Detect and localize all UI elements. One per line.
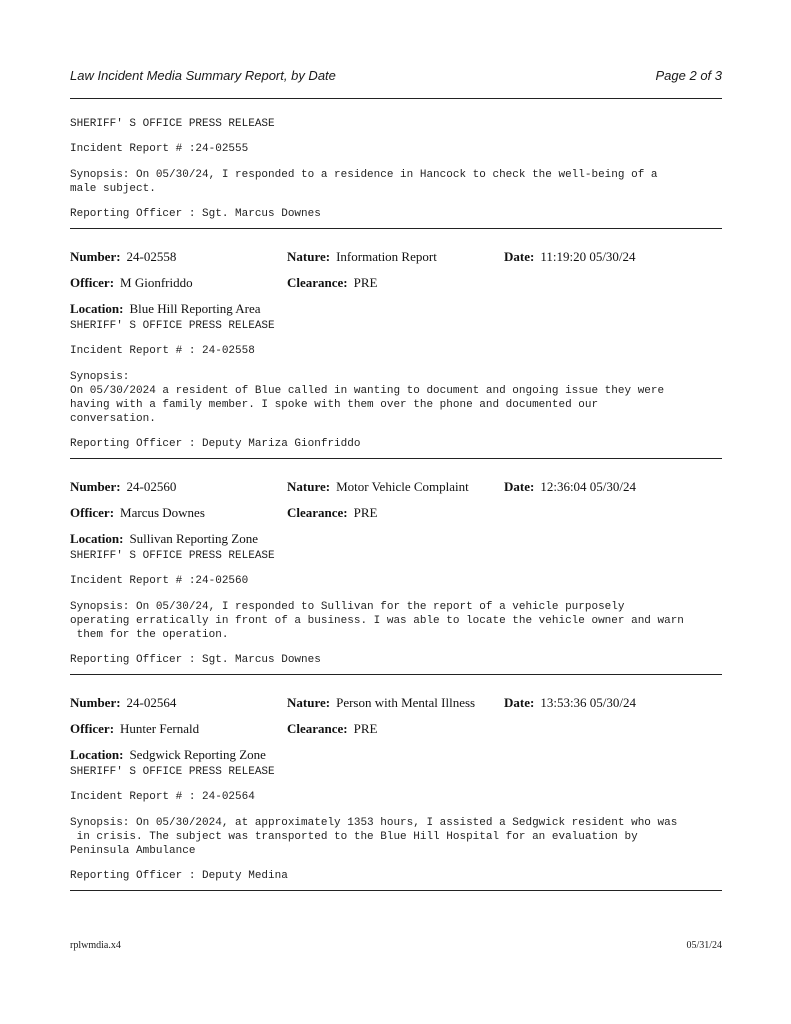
incident-number xyxy=(70,249,176,265)
date-value: 11:19:20 05/30/24 xyxy=(540,249,636,264)
report-title: Law Incident Media Summary Report, by Date xyxy=(70,68,336,83)
date-label: Date: xyxy=(504,479,535,494)
officer-value: Hunter Fernald xyxy=(120,721,200,736)
incident-clearance xyxy=(287,505,377,521)
incident-report-number: Incident Report # :24-02555 xyxy=(70,143,249,155)
press-release-heading: SHERIFF' S OFFICE PRESS RELEASE xyxy=(70,118,275,130)
officer-label: Officer: xyxy=(70,721,115,736)
incident-date xyxy=(504,249,636,265)
press-release-heading: SHERIFF' S OFFICE PRESS RELEASE xyxy=(70,320,275,332)
nature-label: Nature: xyxy=(287,479,331,494)
section-divider xyxy=(70,228,722,229)
clearance-label: Clearance: xyxy=(287,721,348,736)
synopsis-text: Synopsis: On 05/30/24, I responded to a residence in Hancock to check the well-being of a male subject. xyxy=(70,169,658,195)
incident-number xyxy=(70,479,176,495)
clearance-label: Clearance: xyxy=(287,505,348,520)
incident-date xyxy=(504,695,636,711)
incident-clearance xyxy=(287,275,377,291)
number-value: 24-02560 xyxy=(126,479,177,494)
press-release-heading: SHERIFF' S OFFICE PRESS RELEASE xyxy=(70,550,275,562)
section-divider xyxy=(70,890,722,891)
location-label: Location: xyxy=(70,301,124,316)
incident-report-number: Incident Report # : 24-02558 xyxy=(70,345,255,357)
header-divider xyxy=(70,98,722,99)
number-label: Number: xyxy=(70,479,121,494)
location-label: Location: xyxy=(70,747,124,762)
officer-value: Marcus Downes xyxy=(120,505,205,520)
date-value: 12:36:04 05/30/24 xyxy=(540,479,637,494)
clearance-value: PRE xyxy=(353,275,378,290)
incident-report-number: Incident Report # : 24-02564 xyxy=(70,791,255,803)
reporting-officer: Reporting Officer : Deputy Mariza Gionfriddo xyxy=(70,438,361,450)
incident-nature xyxy=(287,695,475,711)
clearance-value: PRE xyxy=(353,721,378,736)
footer-print-date: 05/31/24 xyxy=(686,940,722,951)
location-value: Sedgwick Reporting Zone xyxy=(129,747,266,762)
reporting-officer: Reporting Officer : Sgt. Marcus Downes xyxy=(70,654,321,666)
date-label: Date: xyxy=(504,249,535,264)
incident-report-number: Incident Report # :24-02560 xyxy=(70,575,249,587)
footer-report-id: rplwmdia.x4 xyxy=(70,940,121,951)
reporting-officer: Reporting Officer : Deputy Medina xyxy=(70,870,288,882)
reporting-officer: Reporting Officer : Sgt. Marcus Downes xyxy=(70,208,321,220)
nature-value: Person with Mental Illness xyxy=(336,695,476,710)
officer-label: Officer: xyxy=(70,505,115,520)
report-header xyxy=(70,68,722,86)
incident-location xyxy=(70,531,258,547)
location-label: Location: xyxy=(70,531,124,546)
location-value: Blue Hill Reporting Area xyxy=(129,301,261,316)
location-value: Sullivan Reporting Zone xyxy=(129,531,258,546)
clearance-label: Clearance: xyxy=(287,275,348,290)
date-label: Date: xyxy=(504,695,535,710)
nature-value: Motor Vehicle Complaint xyxy=(336,479,469,494)
incident-nature xyxy=(287,249,437,265)
synopsis-text: Synopsis: On 05/30/24, I responded to Sullivan for the report of a vehicle purposely operating erratically in front of a business. I was able to locate the vehicle owner and warn them for the operation. xyxy=(70,601,684,641)
incident-location xyxy=(70,747,266,763)
synopsis-text: Synopsis: On 05/30/2024, at approximately 1353 hours, I assisted a Sedgwick resident who was in crisis. The subject was transported to the Blue Hill Hospital for an evaluation by Peninsula Ambulance xyxy=(70,817,678,857)
nature-label: Nature: xyxy=(287,249,331,264)
section-divider xyxy=(70,458,722,459)
incident-officer xyxy=(70,505,205,521)
officer-value: M Gionfriddo xyxy=(120,275,193,290)
number-label: Number: xyxy=(70,695,121,710)
nature-label: Nature: xyxy=(287,695,331,710)
date-value: 13:53:36 05/30/24 xyxy=(540,695,637,710)
incident-clearance xyxy=(287,721,377,737)
nature-value: Information Report xyxy=(336,249,437,264)
officer-label: Officer: xyxy=(70,275,115,290)
incident-nature xyxy=(287,479,469,495)
synopsis-text: Synopsis: On 05/30/2024 a resident of Blue called in wanting to document and ongoing issue they were having with a family member. I spoke with them over the phone and documented our conversation. xyxy=(70,371,665,425)
incident-location xyxy=(70,301,261,317)
page-number: Page 2 of 3 xyxy=(655,68,722,83)
press-release-heading: SHERIFF' S OFFICE PRESS RELEASE xyxy=(70,766,275,778)
clearance-value: PRE xyxy=(353,505,378,520)
incident-officer xyxy=(70,721,199,737)
incident-date xyxy=(504,479,636,495)
number-value: 24-02558 xyxy=(126,249,177,264)
incident-number xyxy=(70,695,176,711)
number-label: Number: xyxy=(70,249,121,264)
number-value: 24-02564 xyxy=(126,695,177,710)
section-divider xyxy=(70,674,722,675)
incident-officer xyxy=(70,275,193,291)
